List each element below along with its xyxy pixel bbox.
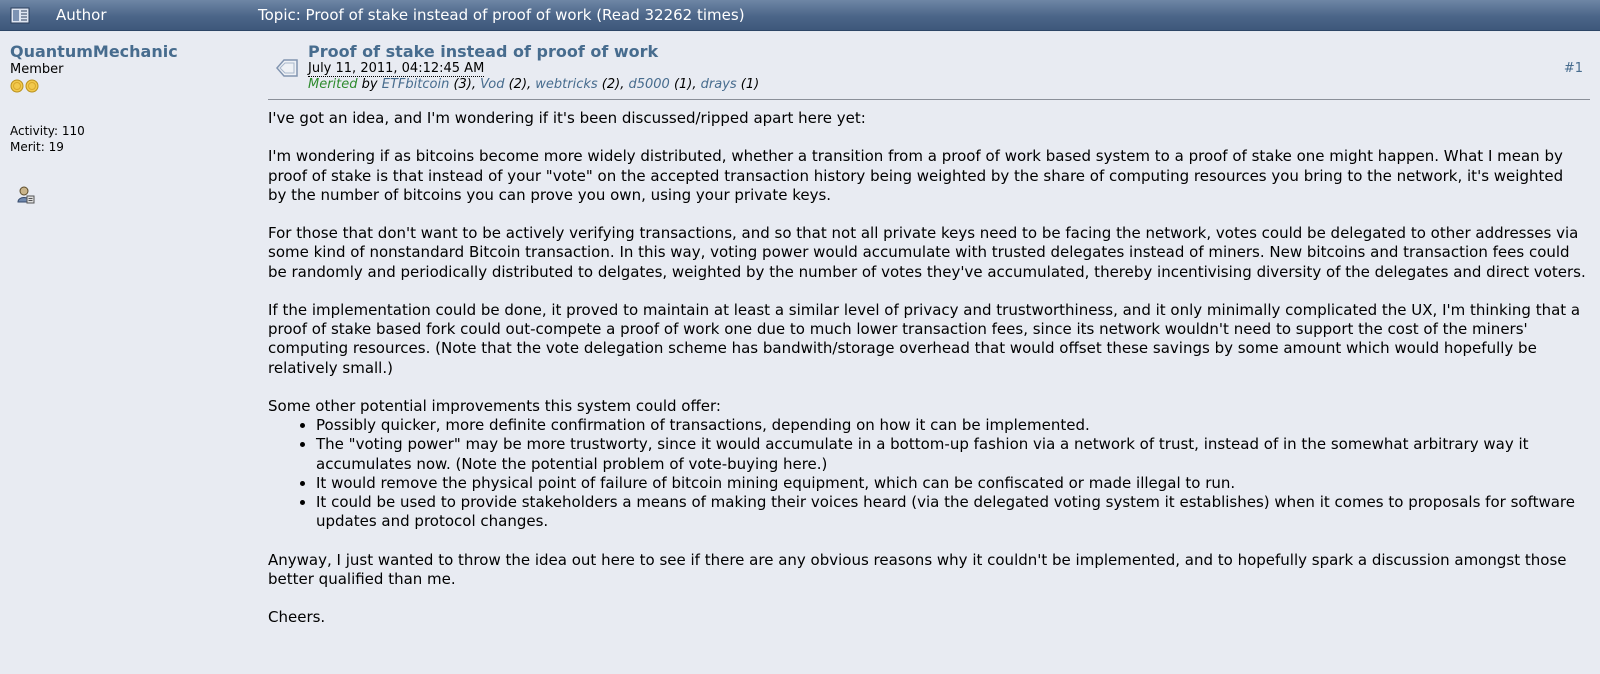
topic-title-header: Topic: Proof of stake instead of proof of work (Read 32262 times) — [258, 6, 745, 24]
post-number-link[interactable]: #1 — [1563, 61, 1583, 76]
post-paragraph: I'm wondering if as bitcoins become more widely distributed, whether a transition from a proof of work based system to a proof of stake one might happen. What I mean by proof of stake is that instead of your "vote" on the accepted transaction history being weighted by the share of computing resources you bring to the network, it's weighted by the number of bitcoins you can prove you own, using your private keys. — [268, 147, 1564, 204]
merit-count: (1) — [736, 77, 760, 92]
poster-rank: Member — [10, 62, 64, 77]
merit-user-link[interactable]: drays — [700, 77, 737, 92]
merit-count: (3), — [449, 77, 481, 92]
poster-username[interactable]: QuantumMechanic — [10, 42, 178, 61]
merit-user-link[interactable]: ETFbitcoin — [381, 77, 450, 92]
merit-count: (2), — [597, 77, 629, 92]
merit-user-link[interactable]: Vod — [480, 77, 505, 92]
post-date: July 11, 2011, 04:12:45 AM — [308, 61, 485, 76]
post-container — [0, 32, 1600, 674]
document-icon — [10, 7, 30, 24]
rank-coins-icon — [10, 79, 44, 93]
merited-by: by — [361, 77, 378, 92]
post-paragraph: If the implementation could be done, it proved to maintain at least a similar level of privacy and trustworthiness, and it only minimally complicated the UX, I'm thinking that a proof of stake based fork could out-compete a proof of work one due to much lower transaction fees, since its network wouldn't need to support the cost of the miners' computing resources. (Note that the vote delegation scheme has bandwith/storage overhead that would offset these savings by some amount which would hopefully be relatively small.) — [268, 300, 1581, 377]
poster-activity: Activity: 110 — [10, 124, 85, 138]
post-header — [268, 32, 1590, 100]
merit-user-link[interactable]: d5000 — [628, 77, 670, 92]
post-body — [268, 109, 1586, 647]
post-closing: Anyway, I just wanted to throw the idea out here to see if there are any obvious reasons why it couldn't be implemented, and to hopefully spark a discussion amongst those better qualified than me. — [268, 550, 1567, 588]
merited-label: Merited — [308, 77, 358, 92]
list-item: • It could be used to provide stakeholders a means of making their voices heard (via the delegated voting system it establishes) when it comes to proposals for software updates and protocol changes. — [316, 493, 1586, 531]
post-paragraph: For those that don't want to be actively verifying transactions, and so that not all private keys need to be facing the network, votes could be delegated to other addresses via some kind of nonstandard Bitcoin transaction. In this way, voting power would accumulate with trusted delegates instead of miners. New bitcoins and transaction fees could be randomly and periodically distributed to delgates, weighted by the number of votes they've accumulated, thereby incentivising diversity of the delegates and direct voters. — [268, 224, 1586, 281]
profile-icon[interactable] — [16, 185, 36, 205]
message-icon — [273, 56, 299, 80]
list-item: • It would remove the physical point of failure of bitcoin mining equipment, which can be confiscated or made illegal to run. — [316, 474, 1586, 493]
improvements-list — [316, 416, 1586, 531]
post-signoff: Cheers. — [268, 608, 326, 627]
poster-info — [0, 32, 262, 674]
author-column-header: Author — [56, 6, 107, 24]
merit-user-link[interactable]: webtricks — [535, 77, 598, 92]
post-title-link[interactable]: Proof of stake instead of proof of work — [308, 42, 659, 61]
list-intro: Some other potential improvements this system could offer: — [268, 396, 721, 415]
merit-count: (1), — [669, 77, 701, 92]
list-item: • Possibly quicker, more definite confirmation of transactions, depending on how it can be implemented. — [316, 416, 1586, 435]
topic-header-bar — [0, 0, 1600, 31]
list-item: • The "voting power" may be more trustworty, since it would accumulate in a bottom-up fashion via a network of trust, instead of in the somewhat arbitrary way it accumulates now. (Note the potential problem of vote-buying here.) — [316, 435, 1586, 473]
merit-summary — [308, 77, 759, 92]
poster-merit: Merit: 19 — [10, 140, 64, 154]
merit-count: (2), — [504, 77, 536, 92]
post-paragraph: I've got an idea, and I'm wondering if it's been discussed/ripped apart here yet: — [268, 109, 866, 127]
